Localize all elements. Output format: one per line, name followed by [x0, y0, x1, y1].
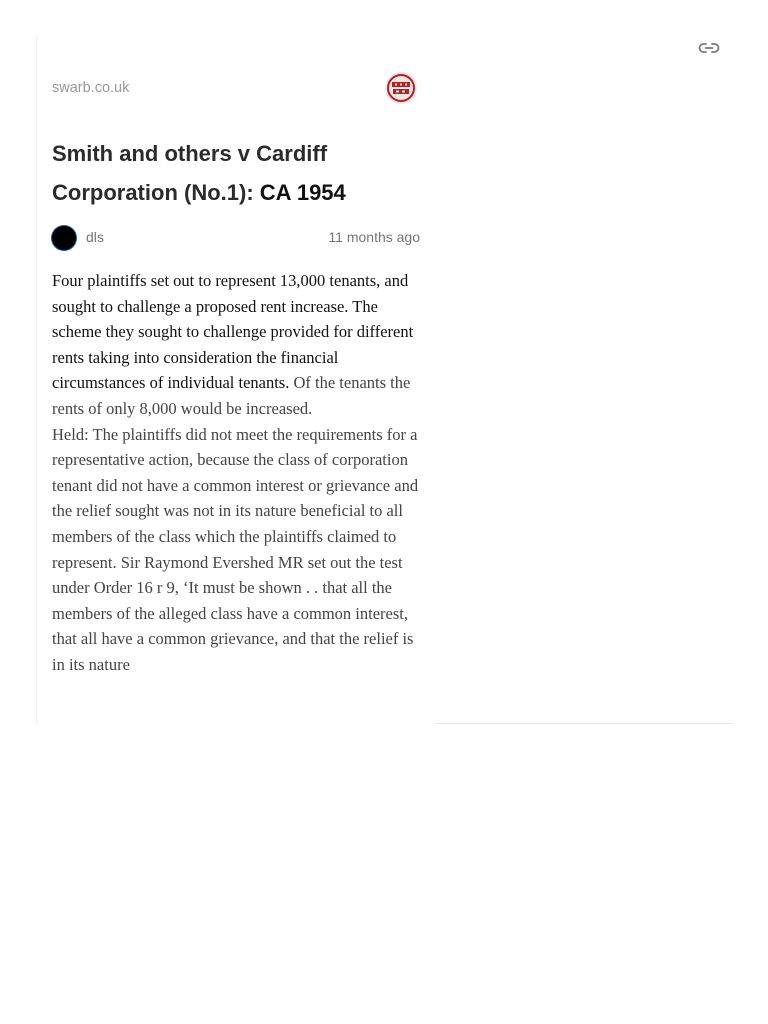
paragraph-1 — [52, 268, 424, 422]
article-title-part2: Corporation (No.1): — [52, 180, 254, 205]
author-row — [52, 226, 420, 250]
paragraph-1-light: Of the tenants the rents of only 8,000 would be increased. — [52, 373, 411, 418]
article-title-part3: CA 1954 — [253, 180, 346, 205]
divider — [435, 723, 733, 724]
paragraph-2: Held: The plaintiffs did not meet the requirements for a representative action, because the class of corporation tenant did not have a common interest or grievance and the relief sought was not in its nature beneficial to all members of the class which the plaintiffs claimed to represent. Sir Raymond Evershed MR set out the test under Order 16 r 9, ‘It must be shown . . that all the members of the alleged class have a common interest, that all have a common grievance, and that the relief is in its nature — [52, 424, 419, 674]
article-card — [36, 36, 435, 724]
author-avatar[interactable] — [52, 226, 76, 250]
link-icon[interactable] — [698, 39, 720, 57]
article-title-part1: Smith and others v Cardiff — [52, 141, 328, 166]
post-time: 11 months ago — [328, 229, 420, 245]
site-logo[interactable] — [385, 72, 417, 104]
site-name[interactable]: swarb.co.uk — [52, 80, 130, 96]
article-body — [52, 268, 424, 678]
paragraph-1-dark: Four plaintiffs set out to represent 13,000 tenants, and sought to challenge a proposed rent increase. The scheme they sought to challenge provided for different rents taking into consideration the financial circumstances of individual tenants. — [52, 271, 414, 393]
author-name[interactable]: dls — [86, 229, 104, 245]
article-title — [52, 134, 424, 212]
